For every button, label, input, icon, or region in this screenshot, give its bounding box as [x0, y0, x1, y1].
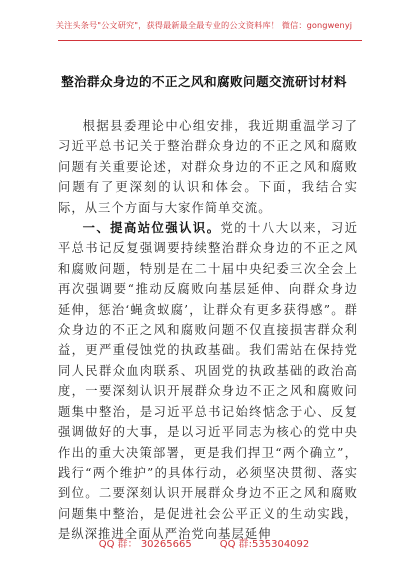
header-divider [58, 40, 362, 41]
section-1-text: 党的十八大以来，习近平总书记反复强调要持续整治群众身边的不正之风和腐败问题，特别是在二十届中央纪委三次全会上再次强调要“推动反腐败向基层延伸、向群众身边延伸，惩治‘蝇贪蚁腐’，让群众有更多获得感”。群众身边的不正之风和腐败问题不仅直接损害群众利益，更严重侵蚀党的执政基础。我们需站在保持党同人民群众血肉联系、巩固党的执政基础的政治高度，一要深刻认识开展群众身边不正之风和腐败问题集中整治，是习近平总书记始终惦念于心、反复强调做好的大事，是以习近平同志为核心的党中央作出的重大决策部署，更是我们捍卫“两个确立”，践行“两个维护”的具体行动，必须坚决贯彻、落实到位。二要深刻认识开展群众身边不正之风和腐败问题集中整治，是促进社会公平正义的生动实践，是纵深推进全面从严治党向基层延伸 [58, 221, 358, 542]
document-title: 整治群众身边的不正之风和腐败问题交流研讨材料 [61, 74, 347, 89]
footer [0, 535, 408, 550]
footer-qq-group-2: QQ 群:535304092 [219, 539, 310, 550]
header-banner: 关注头条号"公文研究"，获得最新最全最专业的公文资料库！ 微信：gongwenyj [55, 20, 353, 30]
footer-qq-group-1: QQ 群： 30265665 [98, 539, 192, 550]
section-1-heading: 一、提高站位强认识。 [82, 221, 221, 236]
section-1-paragraph [58, 218, 358, 545]
document-body [58, 116, 358, 545]
intro-paragraph: 根据县委理论中心组安排，我近期重温学习了习近平总书记关于整治群众身边的不正之风和腐败问题有关重要论述，对群众身边的不正之风和腐败问题有了更深刻的认识和体会。下面，我结合实际，从三个方面与大家作简单交流。 [58, 119, 358, 215]
